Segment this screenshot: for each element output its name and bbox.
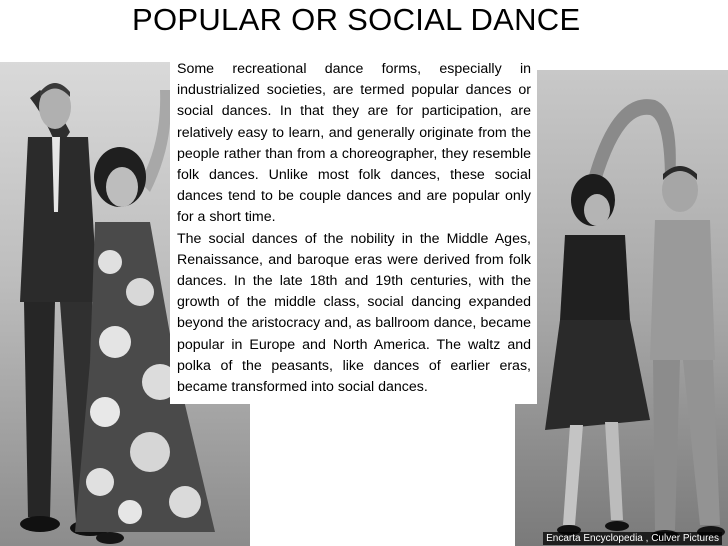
jitterbug-couple-illustration [515, 70, 728, 546]
body-paragraph-2: The social dances of the nobility in the Middle Ages, Renaissance, and baroque eras were derived from folk dances. In the late 18th and 19th centuries, with the growth of the middle class, social dancing expanded beyond the aristocracy and, as ballroom dance, became popular in Europe and North America. The waltz and polka of the peasants, like dances of earlier eras, became transformed into social dances. [177, 230, 531, 396]
slide-title: POPULAR OR SOCIAL DANCE [132, 2, 581, 37]
body-text-panel [170, 56, 537, 404]
photo-credit: Encarta Encyclopedia , Culver Pictures [543, 532, 722, 545]
photo-right-dancing-couple [515, 70, 728, 546]
body-paragraph-1: Some recreational dance forms, especially in industrialized societies, are termed popular dances or social dances. In that they are for participation, are relatively easy to learn, and generally originate from the people rather than from a choreographer, they resemble folk dances. Unlike most folk dances, these social dances tend to be couple dances and are popular only for a short time. [177, 61, 531, 226]
